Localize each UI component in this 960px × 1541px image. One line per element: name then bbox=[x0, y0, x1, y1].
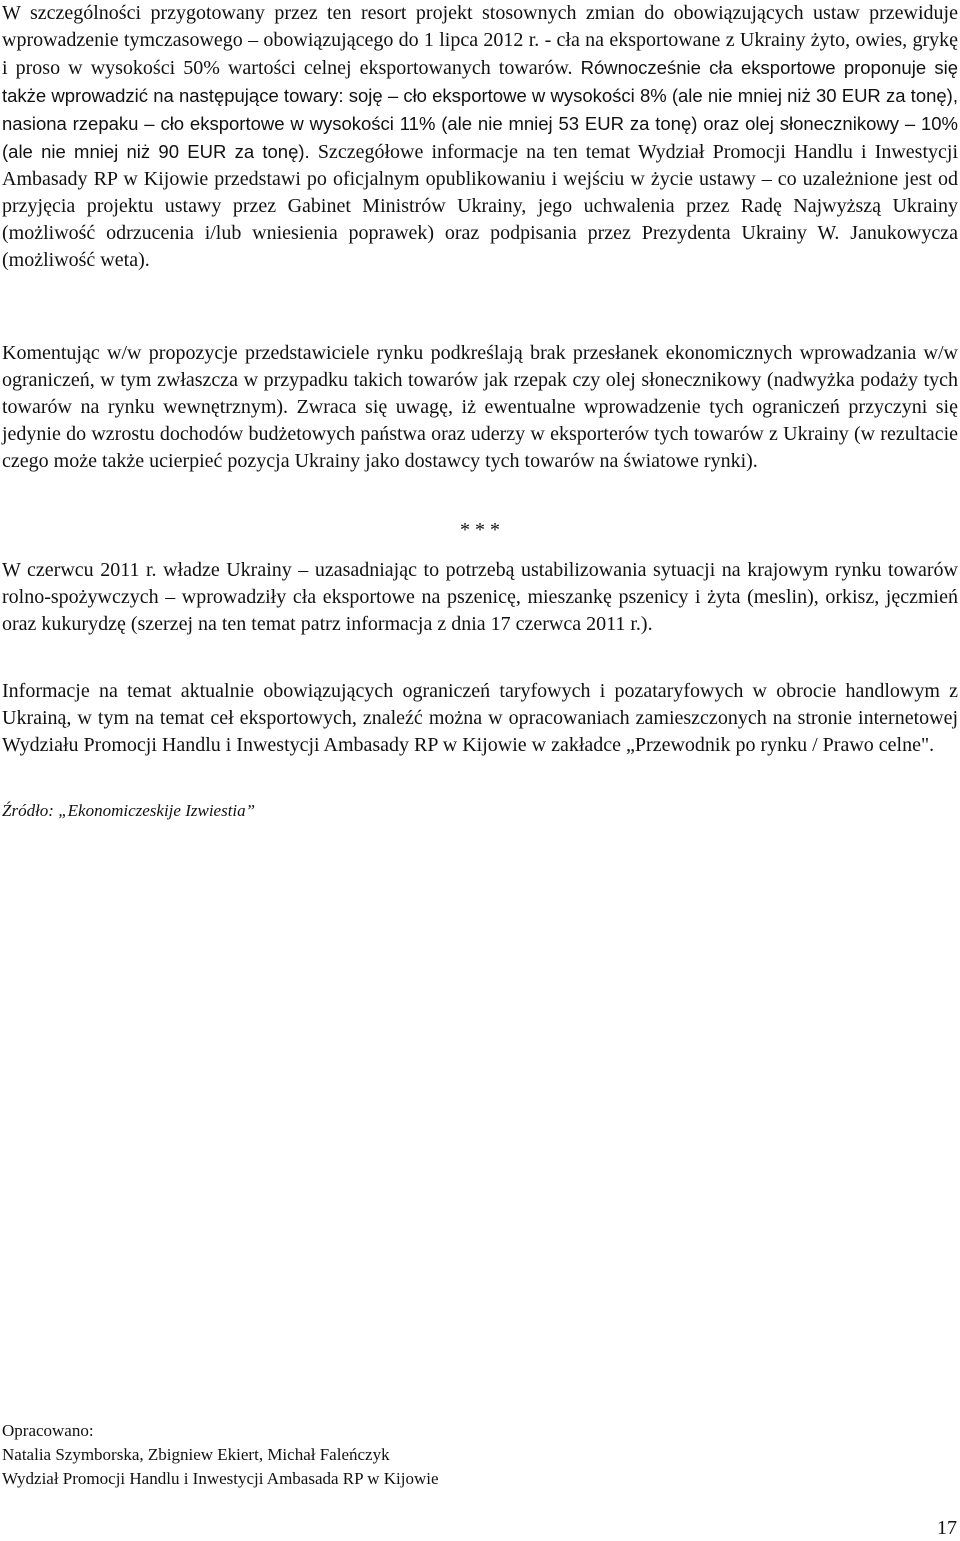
page-number: 17 bbox=[937, 1517, 957, 1539]
paragraph-intro: W szczególności przygotowany przez ten resort projekt stosownych zmian do obowiązujących ustaw przewiduje wprowadzenie tymczasowego – obowiązującego do 1 lipca 2012 r. - cła na eksportowane z Ukrainy żyto, owies, grykę i proso w wysokości 50% wartości celnej eksportowanych towarów. bbox=[2, 2, 958, 79]
footer-authors: Natalia Szymborska, Zbigniew Ekiert, Michał Faleńczyk bbox=[2, 1445, 390, 1464]
footer-department: Wydział Promocji Handlu i Inwestycji Ambasada RP w Kijowie bbox=[2, 1469, 439, 1488]
section-separator: * * * bbox=[460, 519, 500, 541]
paragraph-june-2011: W czerwcu 2011 r. władze Ukrainy – uzasadniając to potrzebą ustabilizowania sytuacji na krajowym rynku towarów rolno-spożywczych – wprowadziły cła eksportowe na pszenicę, mieszankę pszenicy i żyta (meslin), orkisz, jęczmień oraz kukurydzę (szerzej na ten temat patrz informacja z dnia 17 czerwca 2011 r.). bbox=[2, 559, 958, 635]
footer-credits bbox=[2, 1419, 439, 1491]
source-note: Źródło: „Ekonomiczeskije Izwiestia” bbox=[2, 801, 256, 820]
paragraph-market-comments: Komentując w/w propozycje przedstawiciele rynku podkreślają brak przesłanek ekonomicznych wprowadzania w/w ograniczeń, w tym zwłaszcza w przypadku takich towarów jak rzepak czy olej słonecznikowy (nadwyżka podaży tych towarów na rynku wewnętrznym). Zwraca się uwagę, iż ewentualne wprowadzenie tych ograniczeń przyczyni się jedynie do wzrostu dochodów budżetowych państwa oraz uderzy w eksporterów tych towarów z Ukrainy (w rezultacie czego może także ucierpieć pozycja Ukrainy jako dostawcy tych towarów na światowe rynki). bbox=[2, 342, 958, 472]
footer-label: Opracowano: bbox=[2, 1421, 94, 1440]
paragraph-further-info: Informacje na temat aktualnie obowiązujących ograniczeń taryfowych i pozataryfowych w obrocie handlowym z Ukrainą, w tym na temat ceł eksportowych, znaleźć można w opracowaniach zamieszczonych na stronie internetowej Wydziału Promocji Handlu i Inwestycji Ambasady RP w Kijowie w zakładce „Przewodnik po rynku / Prawo celne". bbox=[2, 680, 958, 756]
paragraph-export-duties bbox=[2, 0, 958, 274]
paragraph-middle: Równocześnie cła eksportowe proponuje się także wprowadzić na następujące towary: soję – cło eksportowe w wysokości 8% (ale nie mniej niż 30 EUR za tonę), nasiona rzepaku – cło eksportowe w wysokości 11% (ale nie mniej 53 EUR za tonę) oraz olej słonecznikowy – 10% (ale nie mniej niż 90 EUR za tonę). bbox=[2, 57, 958, 162]
paragraph-end: Szczegółowe informacje na ten temat Wydział Promocji Handlu i Inwestycji Ambasady RP w Kijowie przedstawi po oficjalnym opublikowaniu i wejściu w życie ustawy – co uzależnione jest od przyjęcia projektu ustawy przez Gabinet Ministrów Ukrainy, jego uchwalenia przez Radę Najwyższą Ukrainy (możliwość odrzucenia i/lub wniesienia poprawek) oraz podpisania przez Prezydenta Ukrainy W. Janukowycza (możliwość weta). bbox=[2, 141, 958, 271]
